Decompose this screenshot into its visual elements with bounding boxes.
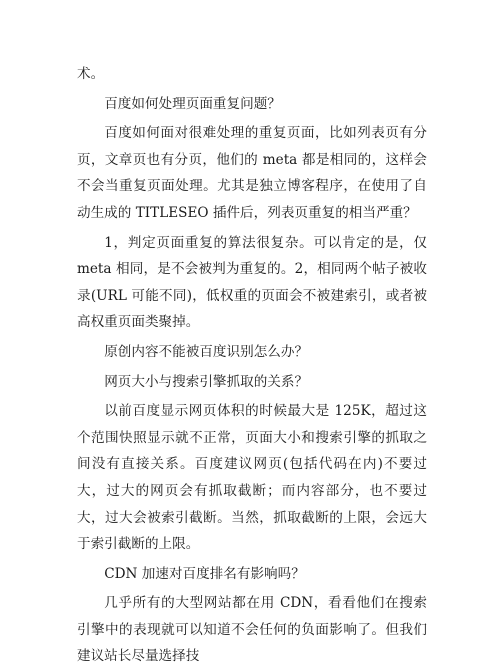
paragraph-cdn-answer: 几乎所有的大型网站都在用 CDN，看看他们在搜索引擎中的表现就可以知道不会任何的负面影响了。但我们建议站长尽量选择技 — [77, 595, 427, 665]
question-heading-page-size: 网页大小与搜索引擎抓取的关系？ — [104, 373, 309, 390]
paragraph-fragment: 术。 — [77, 66, 105, 82]
question-heading-duplicate-pages: 百度如何处理页面重复问题？ — [104, 95, 281, 112]
paragraph-duplicate-pages-question: 百度如何面对很难处理的重复页面，比如列表页有分页，文章页也有分页，他们的 meta 都是相同的，这样会不会当重复页面处理。尤其是独立博客程序，在使用了自动生成的 TITLESEO 插件后，列表页重复的相当严重？ — [77, 125, 427, 221]
question-heading-original-content: 原创内容不能被百度识别怎么办？ — [104, 343, 309, 360]
question-heading-cdn: CDN 加速对百度排名有影响吗？ — [104, 565, 305, 582]
document-body — [77, 61, 427, 670]
paragraph-duplicate-pages-answer: 1，判定页面重复的算法很复杂。可以肯定的是，仅 meta 相同，是不会被判为重复的。2，相同两个帖子被收录(URL 可能不同)，低权重的页面会不被建索引，或者被高权重页面类聚掉。 — [77, 234, 427, 331]
paragraph-page-size-answer: 以前百度显示网页体积的时候最大是 125K，超过这个范围快照显示就不正常，页面大小和搜索引擎的抓取之间没有直接关系。百度建议网页(包括代码在内)不要过大，过大的网页会有抓取截断；而内容部分，也不要过大，过大会被索引截断。当然，抓取截断的上限，会远大于索引截断的上限。 — [77, 403, 427, 553]
